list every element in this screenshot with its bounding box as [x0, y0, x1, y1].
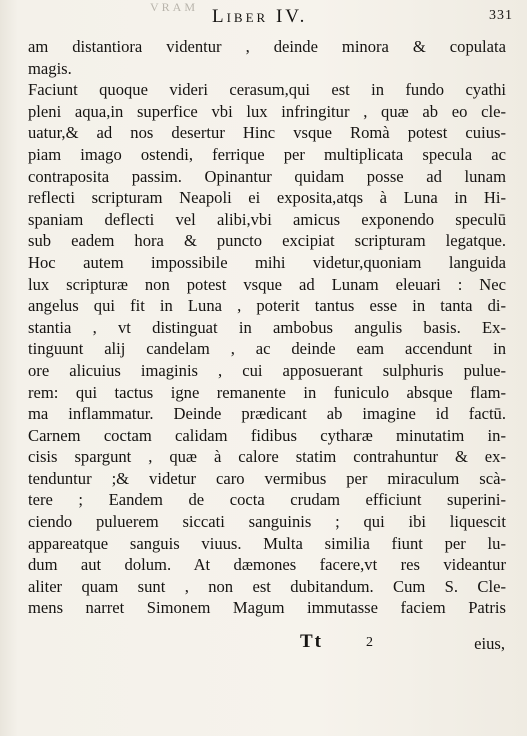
text-line: spaniam deflecti vel alibi,vbi amicus exponendo speculū	[28, 209, 506, 229]
text-line: magis.	[28, 58, 72, 78]
text-line: tinguunt alij candelam , ac deinde eam accendunt in	[28, 339, 506, 359]
text-line: ore alicuius imaginis , cui apposuerant sulphuris pulue-	[28, 360, 506, 380]
text-line: piam imago ostendi, ferrique per multiplicata specula ac	[28, 144, 506, 164]
text-line: contraposita passim. Opinantur quidam posse ad lunam	[28, 166, 506, 186]
signature-mark: Tt	[300, 631, 323, 652]
text-line: Hoc autem impossibile mihi videtur,quoniam languida	[28, 252, 506, 272]
text-line: ciendo puluerem siccati sanguinis ; qui ibi liquescit	[28, 512, 506, 532]
text-line: am distantiora videntur , deinde minora & copulata	[28, 37, 506, 56]
page-footer	[0, 631, 527, 661]
body-text	[28, 36, 506, 619]
text-line: pleni aqua,in superfice vbi lux infringitur , quæ ab eo cle-	[28, 101, 506, 121]
text-line: ma inflammatur. Deinde prædicant ab imagine id factū.	[28, 404, 506, 424]
text-line: tenduntur ;& videtur caro vermibus per miraculum scà-	[28, 468, 506, 488]
text-line: angelus qui fit in Luna , poterit tantus esse in tanta di-	[28, 296, 506, 316]
signature-number: 2	[366, 635, 373, 650]
text-line: uatur,& ad nos desertur Hinc vsque Romà potest cuius-	[28, 123, 506, 143]
text-line: reflecti scripturam Neapoli ei exposita,atqs à Luna in Hi-	[28, 188, 506, 208]
text-line: dum aut dolum. At dæmones facere,vt res videantur	[28, 555, 506, 575]
page-number: 331	[489, 8, 513, 23]
text-line: rem: qui tactus igne remanente in funiculo absque flam-	[28, 382, 506, 402]
text-line: Carnem coctam calidam fidibus cytharæ minutatim in-	[28, 425, 506, 445]
text-line: cisis spargunt , quæ à calore statim contrahuntur & ex-	[28, 447, 506, 467]
text-line: sub eadem hora & puncto excipiat scripturam legatque.	[28, 231, 506, 251]
text-line: mens narret Simonem Magum immutasse faciem Patris	[28, 598, 506, 618]
text-line: lux scripturæ non potest vsque ad Lunam eleuari : Nec	[28, 274, 506, 294]
text-line: Faciunt quoque videri cerasum,qui est in fundo cyathi	[28, 80, 506, 100]
text-line: stantia , vt distinguat in ambobus angulis basis. Ex-	[28, 317, 506, 337]
running-head: Liber IV.	[212, 6, 308, 27]
text-line: tere ; Eandem de cocta crudam efficiunt superini-	[28, 490, 506, 510]
bleed-through-text: VRAM	[150, 0, 199, 14]
page-header	[0, 6, 527, 30]
text-line: appareatque sanguis viuus. Multa similia fiunt per lu-	[28, 533, 506, 553]
catchword: eius,	[474, 634, 505, 653]
text-line: aliter quam sunt , non est dubitandum. Cum S. Cle-	[28, 576, 506, 596]
